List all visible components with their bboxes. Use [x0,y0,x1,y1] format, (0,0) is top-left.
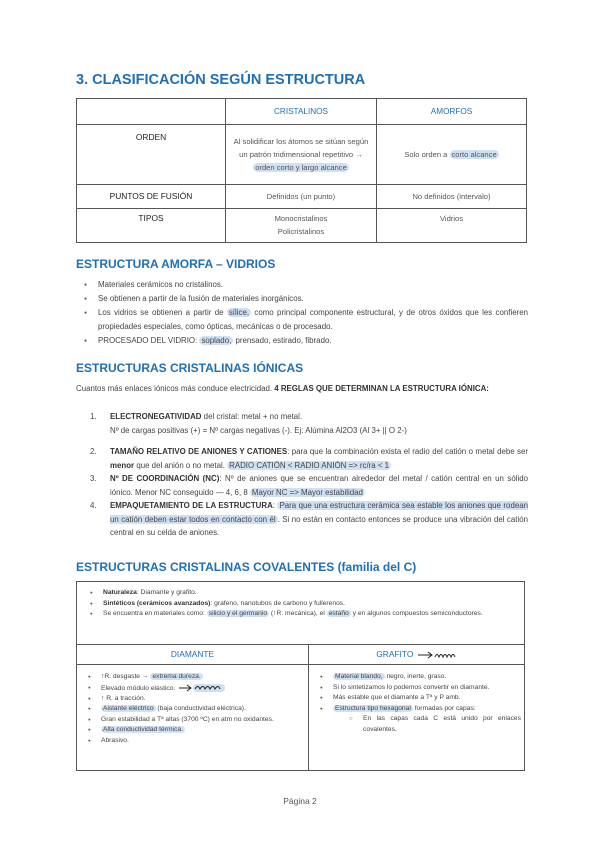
list-item: ● Se encuentra en materiales como: silicio y el germanio (↑R. mecánica), el estaño y en algunos compuestos semiconductores. [81,609,517,620]
list-item: ● Naturaleza: Diamante y grafito. [81,588,517,599]
covalentes-top-cell [77,582,524,645]
list-item: ● Los vidrios se obtienen a partir de sílice, como principal componente estructural, y de otros óxidos que les confieren propiedades especiales, como ópticas, mecánicas o de procesado. [76,306,528,334]
rule-4: 4. EMPAQUETAMIENTO DE LA ESTRUCTURA: Para que una estructura cerámica sea estable los aniones que rodean un catión deben estar todos en contacto con él . Si no están en contacto entonces se produce una vibración del catión central en su celda de aniones. [90,501,529,537]
list-item: ● Material blando, negro, inerte, graso. [311,672,521,683]
list-item: ● Alta conductividad térmica. [79,725,303,736]
list-item: ● Aislante eléctrico (baja conductividad eléctrica). [79,704,303,715]
tipos-amorfos: Vidrios [377,209,527,243]
orden-amorfos: Solo orden a corto alcance [377,125,527,185]
list-item: ● Sintéticos (cerámicos avanzados): grafeno, nanotubos de carbono y fullerenos. [81,599,517,610]
heading-ionicas: ESTRUCTURAS CRISTALINAS IÓNICAS [76,361,304,375]
column-divider [308,644,309,771]
tipos-cristalinos: Monocristalinos Policristalinos [226,209,377,243]
list-item: ● ↑R. desgaste → extrema dureza. [79,672,303,683]
list-item: ● Abrasivo. [79,736,303,747]
fusion-cristalinos: Definidos (un punto) [226,185,377,209]
list-item: ○ En las capas cada C está unido por enlaces covalentes. [311,714,521,735]
list-item: ● Elevado módulo elástico. [79,683,303,694]
list-item: ● Se obtienen a partir de la fusión de materiales inorgánicos. [76,292,528,306]
list-item: ● ↑ R. a tracción. [79,694,303,705]
col-cristalinos: CRISTALINOS [226,99,377,125]
ionicas-intro: Cuantos más enlaces iónicos más conduce electricidad. 4 REGLAS QUE DETERMINAN LA ESTRUCTURA IÓNICA: [76,384,489,393]
structure-classification-table [76,98,527,243]
rule-1: 1. ELECTRONEGATIVIDAD del cristal: metal + no metal. Nº de cargas positivas (+) = Nº cargas negativas (-). Ej: Alúmina Al2O3 (Al 3+ || O 2-) [90,412,407,435]
col-amorfos: AMORFOS [377,99,527,125]
covalentes-table [76,581,525,771]
list-item: ● Si lo sintetizamos lo podemos convertir en diamante. [311,683,521,694]
orden-cristalinos: Al solidificar los átomos se sitúan según un patrón tridimensional repetitivo → orden corto y largo alcance [226,125,377,185]
list-item: ● Más estable que el diamante a Tª y P amb. [311,693,521,704]
heading-covalentes: ESTRUCTURAS CRISTALINAS COVALENTES (familia del C) [76,560,417,574]
rule-3: 3. Nº DE COORDINACIÓN (NC): Nº de aniones que se encuentran alrededor del metal / catión central en un sólido iónico. Menor NC conseguido — 4, 6, 8 Mayor NC => Mayor estabilidad [90,474,528,497]
row-label-fusion: PUNTOS DE FUSIÓN [77,185,226,209]
heading-amorfa: ESTRUCTURA AMORFA – VIDRIOS [76,257,276,271]
fusion-amorfos: No definidos (intervalo) [377,185,527,209]
grafito-list [311,672,521,735]
section-title: 3. CLASIFICACIÓN SEGÚN ESTRUCTURA [76,72,366,88]
rule-2: 2. TAMAÑO RELATIVO DE ANIONES Y CATIONES: para que la combinación exista el radio del catión o metal debe ser menor que del anión o no metal. RADIO CATIÓN < RADIO ANIÓN => rc/ra < 1 [90,447,528,470]
handwritten-annotation-icon [416,650,458,660]
row-label-tipos: TIPOS [77,209,226,243]
empty-header-cell [77,99,226,125]
ionicas-rules [76,410,528,540]
row-label-orden: ORDEN [77,125,226,185]
page-number: Página 2 [283,796,317,806]
grafito-header: GRAFITO [309,644,525,665]
list-item: ● Estructura tipo hexagonal formadas por capas: [311,704,521,715]
diamante-list [79,672,303,746]
list-item: ● Materiales cerámicos no cristalinos. [76,278,528,292]
handwritten-annotation-icon [177,683,227,693]
list-item: ● PROCESADO DEL VIDRIO: soplado, prensado, estirado, fibrado. [76,334,528,348]
amorfa-list [76,278,528,348]
list-item: ● Gran estabilidad a Tª altas (3700 ºC) en atm no oxidantes. [79,715,303,726]
diamante-header: DIAMANTE [77,644,308,665]
